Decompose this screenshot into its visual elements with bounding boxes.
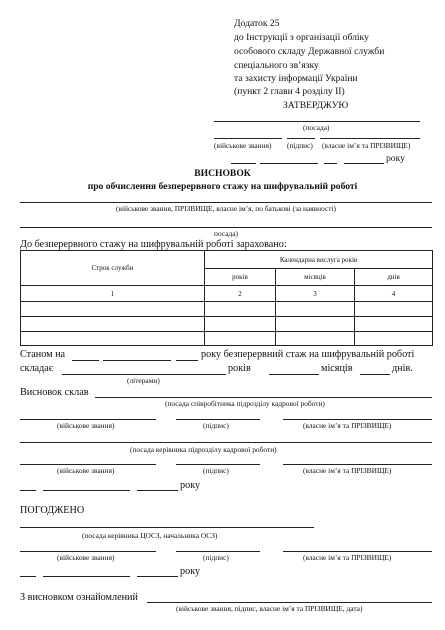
table-cell[interactable] xyxy=(21,317,205,332)
agreed-signature-line[interactable] xyxy=(176,551,260,552)
col-number: 4 xyxy=(355,286,433,302)
annex-line: Додаток 25 xyxy=(234,18,280,29)
summary-total-label: складає xyxy=(20,363,54,374)
agreed-month-line[interactable] xyxy=(43,576,130,577)
service-intro: До безперервного стажу на шифрувальній роботі зараховано: xyxy=(20,239,287,250)
table-cell[interactable] xyxy=(276,302,355,317)
summary-as-of: Станом на xyxy=(20,349,66,360)
approver-signature-line[interactable] xyxy=(287,138,315,139)
col-term-header: Строк служби xyxy=(21,251,205,286)
table-cell[interactable] xyxy=(21,302,205,317)
approval-day-line[interactable] xyxy=(231,163,256,164)
annex-line: особового складу Державної служби xyxy=(234,46,385,57)
hr-head-rank-line[interactable] xyxy=(20,464,156,465)
hr-employee-signature-line[interactable] xyxy=(176,419,260,420)
conclusion-year-line[interactable] xyxy=(137,490,178,491)
table-cell[interactable] xyxy=(355,302,433,317)
months-amount-line[interactable] xyxy=(269,374,319,375)
table-cell[interactable] xyxy=(205,302,276,317)
agreed-position-line[interactable] xyxy=(20,527,314,528)
col-years-header: років xyxy=(205,269,276,286)
letters-caption: (літерами) xyxy=(127,376,160,385)
rank-caption: (військове звання) xyxy=(57,421,115,430)
hr-employee-name-line[interactable] xyxy=(283,419,432,420)
hr-employee-caption: (посада співробітника підрозділу кадрової роботи) xyxy=(165,399,325,408)
col-number: 3 xyxy=(276,286,355,302)
approver-position-line[interactable] xyxy=(214,121,420,122)
agreed-position-caption: (посада керівника ЦОСЗ, начальника ОСЗ) xyxy=(82,531,218,540)
col-number: 2 xyxy=(205,286,276,302)
rank-caption: (військове звання) xyxy=(214,141,272,150)
acquainted-caption: (військове звання, підпис, власне ім’я та ПРІЗВИЩЕ, дата) xyxy=(176,604,363,613)
annex-line: та захисту інформації України xyxy=(234,73,358,84)
name-caption: (власне ім’я та ПРІЗВИЩЕ) xyxy=(303,421,392,430)
days-word: днів. xyxy=(392,363,413,374)
hr-head-caption: (посада керівника підрозділу кадрової роботи) xyxy=(130,445,277,454)
agreed-rank-line[interactable] xyxy=(20,551,156,552)
name-caption: (власне ім’я та ПРІЗВИЩЕ) xyxy=(303,553,392,562)
hr-employee-rank-line[interactable] xyxy=(20,419,156,420)
approve-label: ЗАТВЕРДЖУЮ xyxy=(283,100,349,111)
summary-continuation: року безперервний стаж на шифрувальній роботі xyxy=(201,349,415,360)
table-row xyxy=(21,317,433,332)
col-days-header: днів xyxy=(355,269,433,286)
name-caption: (власне ім’я та ПРІЗВИЩЕ) xyxy=(322,141,411,150)
years-word: років xyxy=(228,363,251,374)
signature-caption: (підпис) xyxy=(203,421,229,430)
annex-line: до Інструкції з організації обліку xyxy=(234,32,369,43)
approver-rank-line[interactable] xyxy=(214,138,282,139)
col-calendar-header: Календарна вислуга років xyxy=(205,251,433,269)
name-caption: (власне ім’я та ПРІЗВИЩЕ) xyxy=(303,466,392,475)
years-amount-line[interactable] xyxy=(62,374,226,375)
table-row xyxy=(21,332,433,346)
year-word: року xyxy=(180,566,201,577)
months-word: місяців xyxy=(321,363,353,374)
year-word: року xyxy=(180,480,201,491)
summary-day-line[interactable] xyxy=(72,360,99,361)
hr-employee-position-line[interactable] xyxy=(95,397,432,398)
rank-caption: (військове звання) xyxy=(57,466,115,475)
person-name-line[interactable] xyxy=(20,202,432,203)
person-position-caption: посада) xyxy=(214,229,238,238)
approval-century-line[interactable] xyxy=(324,163,337,164)
table-cell[interactable] xyxy=(355,317,433,332)
col-months-header: місяців xyxy=(276,269,355,286)
signature-caption: (підпис) xyxy=(287,141,313,150)
conclusion-label: Висновок склав xyxy=(20,387,89,398)
table-cell[interactable] xyxy=(355,332,433,346)
hr-head-name-line[interactable] xyxy=(283,464,432,465)
acquainted-label: З висновком ознайомлений xyxy=(20,592,138,603)
table-cell[interactable] xyxy=(21,332,205,346)
conclusion-month-line[interactable] xyxy=(43,490,130,491)
table-cell[interactable] xyxy=(205,332,276,346)
summary-year-line[interactable] xyxy=(176,360,198,361)
person-caption: (військове звання, ПРІЗВИЩЕ, власне ім’я, по батькові (за наявності) xyxy=(116,204,336,213)
service-table xyxy=(20,250,433,346)
conclusion-day-line[interactable] xyxy=(20,490,36,491)
rank-caption: (військове звання) xyxy=(57,553,115,562)
table-cell[interactable] xyxy=(276,332,355,346)
year-word: року xyxy=(386,153,405,164)
approval-year-line[interactable] xyxy=(344,163,384,164)
summary-month-line[interactable] xyxy=(103,360,171,361)
hr-head-signature-line[interactable] xyxy=(176,464,260,465)
table-cell[interactable] xyxy=(276,317,355,332)
agreed-name-line[interactable] xyxy=(283,551,432,552)
approval-month-line[interactable] xyxy=(260,163,318,164)
position-caption: (посада) xyxy=(303,123,330,132)
hr-head-position-line[interactable] xyxy=(20,442,432,443)
annex-line: (пункт 2 глави 4 розділу ІІ) xyxy=(234,86,345,97)
table-cell[interactable] xyxy=(205,317,276,332)
agreed-year-line[interactable] xyxy=(137,576,178,577)
acquainted-line[interactable] xyxy=(147,602,432,603)
agreed-label: ПОГОДЖЕНО xyxy=(20,505,85,516)
agreed-day-line[interactable] xyxy=(20,576,36,577)
document-subtitle: про обчислення безперервного стажу на шифрувальній роботі xyxy=(87,181,358,192)
document-title: ВИСНОВОК xyxy=(194,168,251,179)
annex-line: спеціального зв’язку xyxy=(234,60,319,71)
person-position-line[interactable] xyxy=(20,227,432,228)
days-amount-line[interactable] xyxy=(360,374,390,375)
approver-name-line[interactable] xyxy=(320,138,420,139)
signature-caption: (підпис) xyxy=(203,553,229,562)
signature-caption: (підпис) xyxy=(203,466,229,475)
col-number: 1 xyxy=(21,286,205,302)
table-row xyxy=(21,302,433,317)
